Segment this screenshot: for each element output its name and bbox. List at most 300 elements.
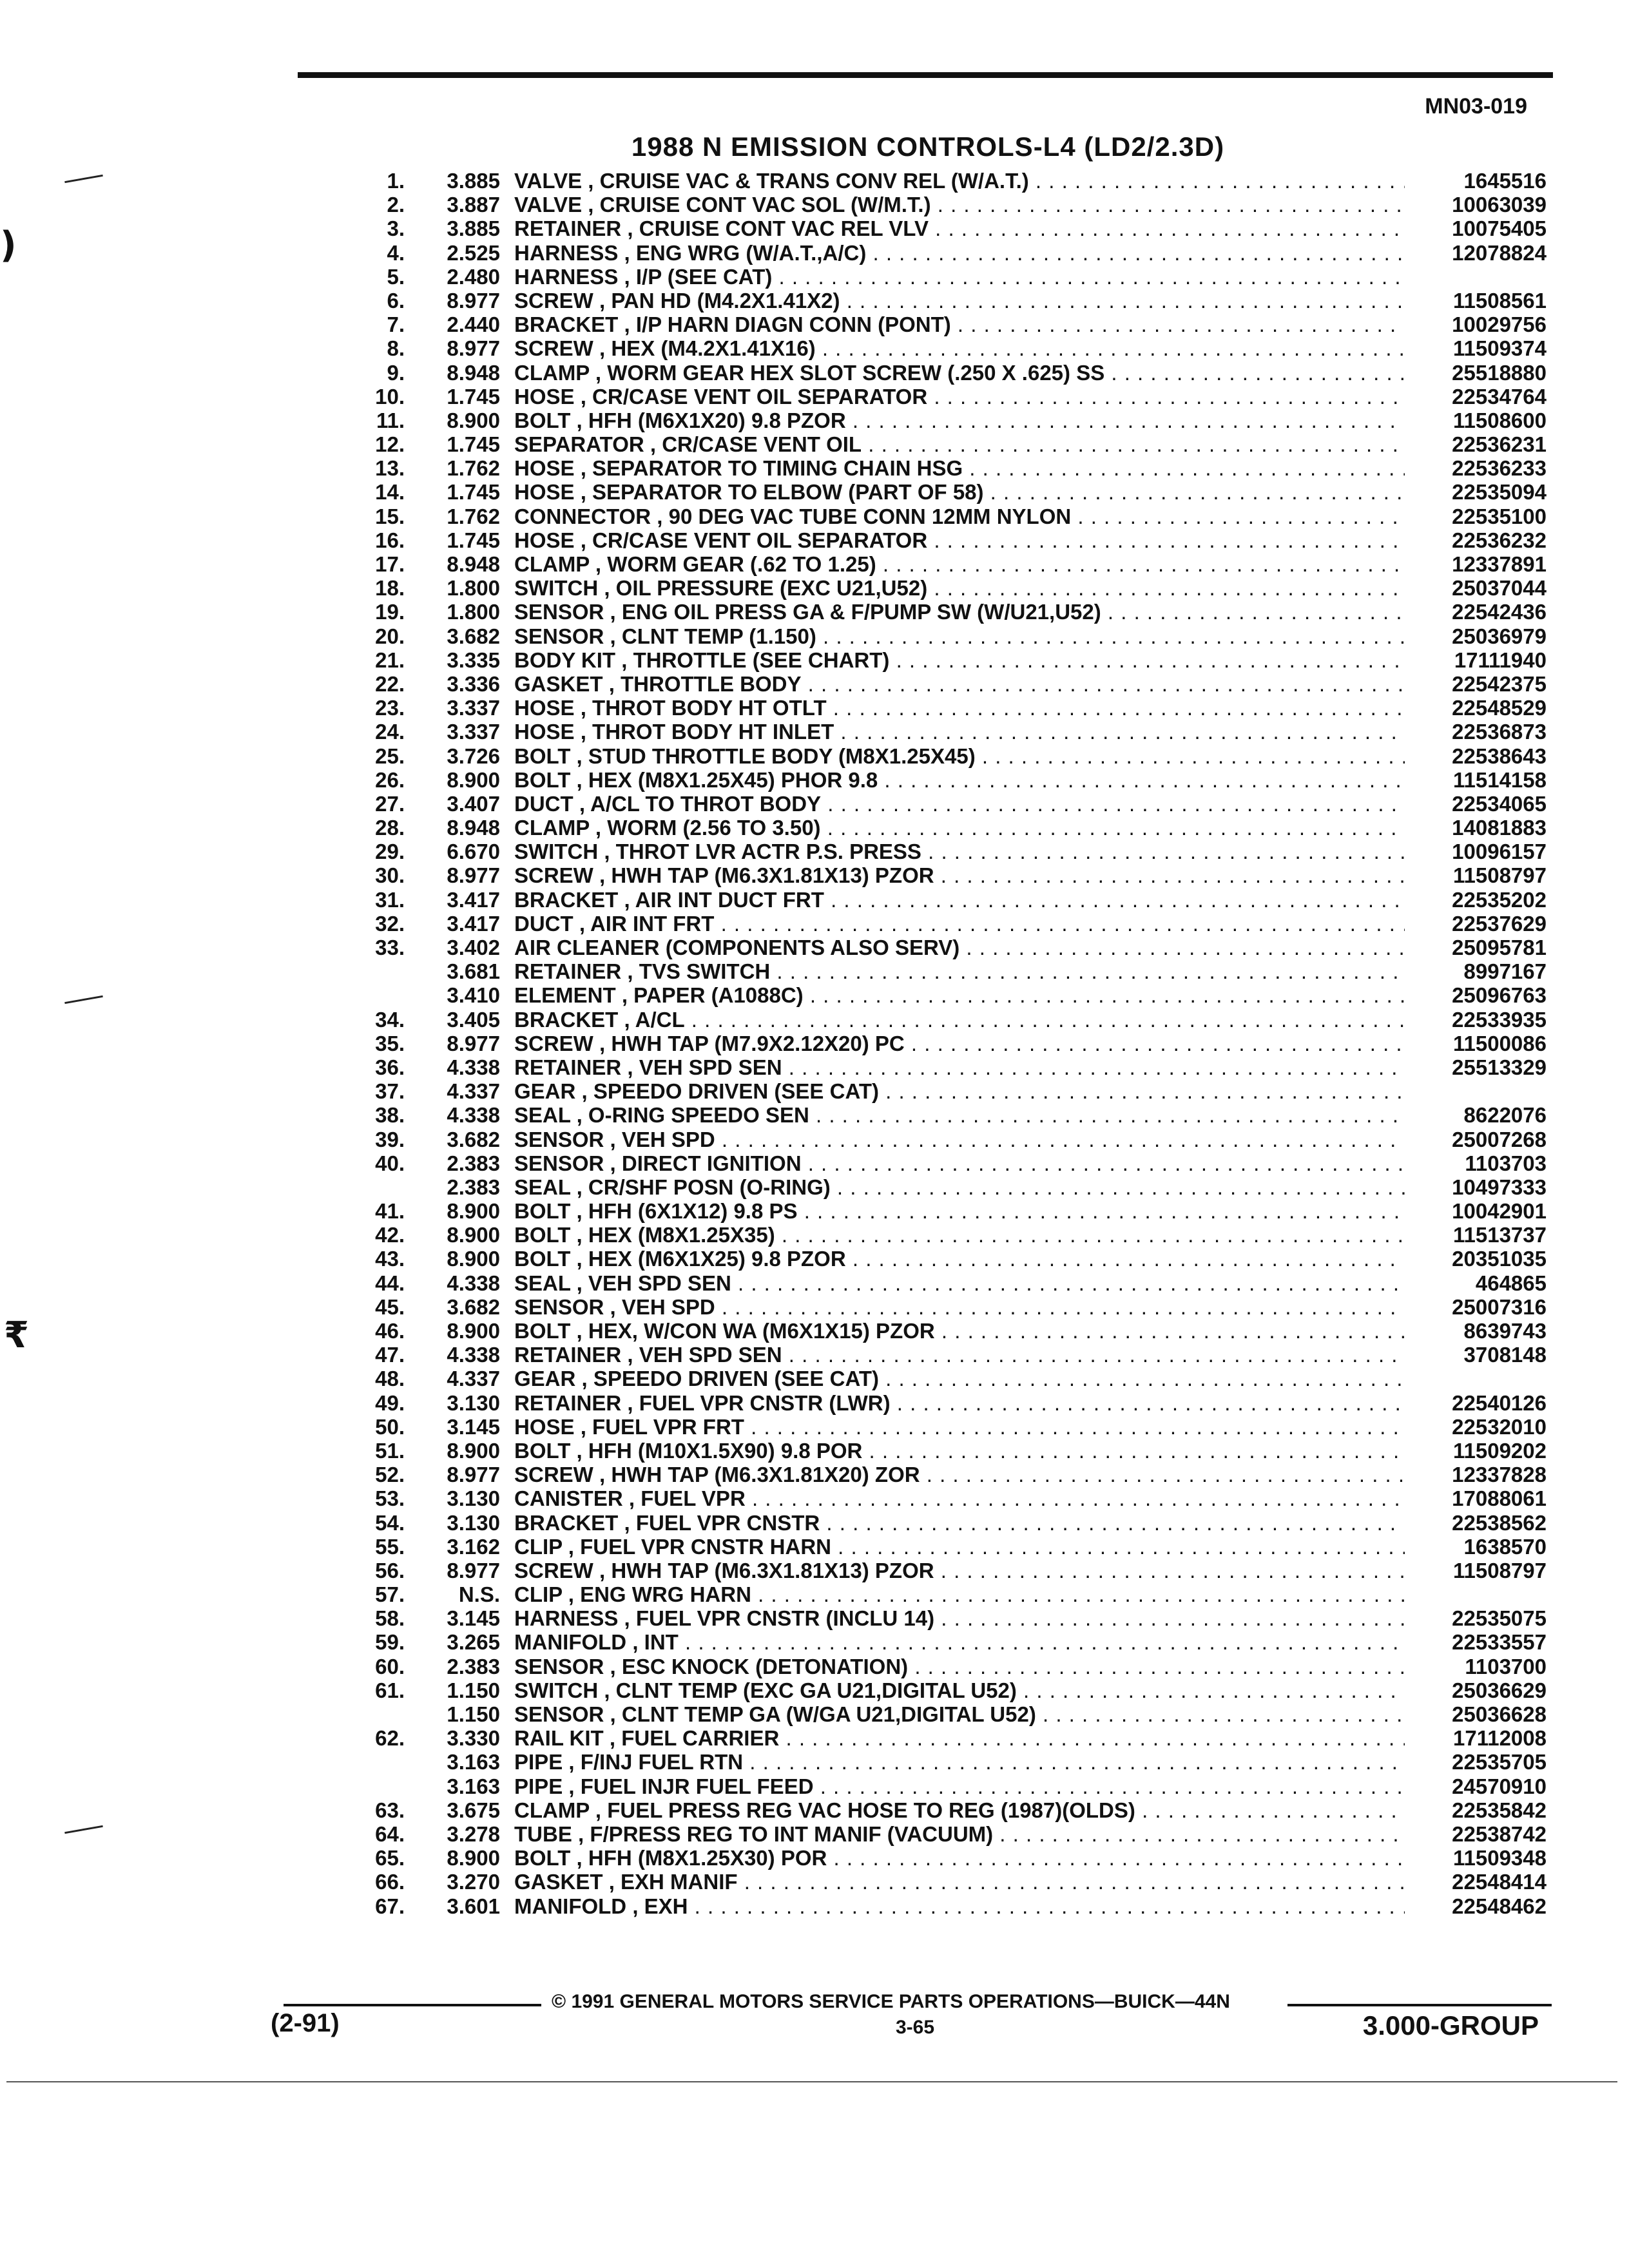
part-description [500, 480, 1405, 504]
item-number: 15. [375, 504, 405, 528]
group-number: 2.480 [447, 264, 500, 289]
part-number: 11514158 [1452, 767, 1547, 792]
item-number: 63. [375, 1798, 405, 1822]
item-number: 62. [375, 1726, 405, 1751]
part-description [500, 1271, 1405, 1295]
footer-rule-right [1287, 2004, 1552, 2006]
part-noun: BOLT [514, 1438, 571, 1463]
parts-row [348, 1415, 1547, 1439]
part-description [500, 1367, 1405, 1390]
part-description [500, 1032, 1405, 1055]
item-number: 50. [375, 1414, 405, 1439]
part-noun: HOSE [514, 528, 575, 552]
item-number: 6. [387, 288, 405, 312]
parts-row [348, 1463, 1547, 1486]
part-number: 22542436 [1452, 600, 1547, 624]
part-description [500, 1247, 1405, 1271]
parts-row [348, 1175, 1547, 1199]
item-number: 45. [375, 1294, 405, 1319]
part-detail: , VEH SPD [610, 1127, 715, 1151]
part-description [500, 959, 1405, 983]
part-number: 22532010 [1452, 1414, 1547, 1439]
part-detail: , ESC KNOCK (DETONATION) [610, 1654, 909, 1678]
part-noun: HOSE [514, 1414, 575, 1439]
part-description [500, 1391, 1405, 1415]
group-number: 3.336 [447, 671, 500, 696]
part-noun: PIPE [514, 1774, 563, 1798]
part-number: 22536873 [1452, 720, 1547, 744]
item-number: 30. [375, 863, 405, 888]
parts-row [348, 528, 1547, 552]
parts-row [348, 241, 1547, 265]
item-number: 33. [375, 936, 405, 959]
part-description [500, 1702, 1405, 1726]
item-number: 66. [375, 1870, 405, 1894]
top-rule [298, 72, 1553, 78]
part-detail: , FUEL INJR FUEL FEED [568, 1774, 814, 1798]
part-number: 11513737 [1452, 1223, 1547, 1247]
part-description [500, 1726, 1405, 1750]
part-detail: , ENG WRG HARN [568, 1582, 751, 1607]
parts-row [348, 385, 1547, 408]
item-number: 26. [375, 767, 405, 792]
group-number: 3.145 [447, 1414, 500, 1439]
item-number: 38. [375, 1103, 405, 1128]
part-description [500, 265, 1405, 289]
part-number: 22536232 [1452, 528, 1547, 552]
part-detail: , HFH (M6X1X20) 9.8 PZOR [576, 408, 846, 432]
parts-row [348, 408, 1547, 432]
part-number: 10029756 [1452, 312, 1547, 337]
group-number: 3.163 [447, 1774, 500, 1798]
part-detail: , HEX (M4.2X1.41X16) [599, 336, 816, 361]
part-number: 25036979 [1452, 624, 1547, 648]
item-number: 10. [375, 384, 405, 408]
part-noun: SWITCH [514, 1678, 599, 1702]
part-detail: , CR/CASE VENT OIL SEPARATOR [580, 528, 928, 552]
part-number: 11508600 [1452, 408, 1547, 432]
group-number: 1.800 [447, 576, 500, 601]
group-number: 2.383 [447, 1175, 500, 1199]
group-number: 3.162 [447, 1534, 500, 1559]
parts-row [348, 1822, 1547, 1846]
parts-row [348, 912, 1547, 936]
parts-row [348, 1151, 1547, 1175]
group-number: 8.900 [447, 767, 500, 792]
parts-row [348, 1870, 1547, 1894]
item-number: 48. [375, 1367, 405, 1391]
parts-row [348, 720, 1547, 744]
part-noun: GASKET [514, 1870, 603, 1894]
group-number: 1.762 [447, 504, 500, 528]
group-number: 3.337 [447, 696, 500, 720]
parts-row [348, 1511, 1547, 1535]
part-description [500, 1846, 1405, 1870]
copyright-line: © 1991 GENERAL MOTORS SERVICE PARTS OPERATIONS—BUICK—44N [552, 1991, 1230, 2012]
part-description [500, 1870, 1405, 1894]
part-noun: SEAL [514, 1175, 571, 1199]
group-number: 1.745 [447, 480, 500, 505]
part-noun: SENSOR [514, 1294, 604, 1319]
part-description [500, 408, 1405, 432]
part-detail: , FUEL VPR CNSTR [624, 1510, 820, 1535]
part-number: 17088061 [1452, 1486, 1547, 1511]
parts-row [348, 1774, 1547, 1798]
group-number: 3.278 [447, 1821, 500, 1846]
parts-row [348, 816, 1547, 840]
group-number: 3.675 [447, 1798, 500, 1822]
parts-row [348, 480, 1547, 504]
part-number: 22536231 [1452, 432, 1547, 457]
part-noun: SWITCH [514, 576, 599, 601]
part-detail: , FUEL PRESS REG VAC HOSE TO REG (1987)(OLDS) [595, 1798, 1135, 1822]
part-number: 25007316 [1452, 1294, 1547, 1319]
part-number: 22548414 [1452, 1870, 1547, 1894]
part-number: 10497333 [1452, 1175, 1547, 1199]
group-number: 8.900 [447, 1438, 500, 1463]
part-noun: BOLT [514, 1247, 571, 1271]
part-description [500, 1008, 1405, 1032]
parts-row [348, 1223, 1547, 1247]
item-number: 5. [387, 264, 405, 289]
part-noun: BRACKET [514, 312, 619, 337]
group-number: 3.885 [447, 216, 500, 241]
parts-row [348, 1486, 1547, 1510]
group-number: 3.145 [447, 1606, 500, 1631]
part-detail: , DIRECT IGNITION [610, 1151, 802, 1175]
item-number: 43. [375, 1247, 405, 1271]
part-noun: BOLT [514, 767, 571, 792]
part-detail: , SPEEDO DRIVEN (SEE CAT) [581, 1079, 879, 1104]
part-detail: , A/CL TO THROT BODY [579, 791, 822, 816]
part-description [500, 1223, 1405, 1247]
parts-row [348, 169, 1547, 193]
part-description [500, 840, 1405, 863]
part-number: 22538562 [1452, 1510, 1547, 1535]
parts-row [348, 1678, 1547, 1702]
item-number: 46. [375, 1319, 405, 1343]
group-number: 1.150 [447, 1678, 500, 1702]
parts-row [348, 312, 1547, 336]
part-detail: , CR/SHF POSN (O-RING) [576, 1175, 831, 1199]
part-number: 22533935 [1452, 1007, 1547, 1032]
item-number: 58. [375, 1606, 405, 1631]
parts-row [348, 840, 1547, 863]
part-detail: , CLNT TEMP (EXC GA U21,DIGITAL U52) [604, 1678, 1017, 1702]
part-detail: , CRUISE CONT VAC REL VLV [627, 216, 929, 241]
parts-row [348, 936, 1547, 959]
part-noun: SCREW [514, 1558, 593, 1582]
part-number: 22534065 [1452, 791, 1547, 816]
part-description [500, 336, 1405, 360]
parts-row [348, 1343, 1547, 1367]
parts-row [348, 1655, 1547, 1678]
group-number: 3.417 [447, 911, 500, 936]
group-number: 1.745 [447, 432, 500, 457]
part-noun: HARNESS [514, 240, 619, 265]
part-description [500, 768, 1405, 792]
part-description [500, 863, 1405, 887]
part-detail: , VEH SPD SEN [576, 1271, 731, 1295]
part-number: 464865 [1475, 1271, 1547, 1295]
group-code: 3.000-GROUP [1362, 2010, 1539, 2041]
part-noun: SEAL [514, 1103, 571, 1128]
part-description [500, 936, 1405, 959]
parts-row [348, 1535, 1547, 1559]
part-detail: , O-RING SPEEDO SEN [576, 1103, 809, 1128]
group-number: 1.762 [447, 456, 500, 481]
part-number: 10042901 [1452, 1199, 1547, 1224]
part-detail: , HFH (M8X1.25X30) POR [576, 1846, 827, 1870]
part-number: 11509348 [1452, 1846, 1547, 1870]
part-noun: RETAINER [514, 1055, 622, 1079]
item-number: 57. [375, 1582, 405, 1607]
part-detail: , TVS SWITCH [627, 959, 771, 984]
parts-row [348, 1079, 1547, 1103]
part-noun: SENSOR [514, 1702, 604, 1726]
item-number: 8. [387, 336, 405, 361]
part-detail: , THROTTLE BODY [608, 671, 802, 696]
item-number: 61. [375, 1678, 405, 1702]
group-number: 3.417 [447, 887, 500, 912]
part-noun: CANISTER [514, 1486, 623, 1511]
parts-row [348, 1032, 1547, 1055]
group-number: 8.900 [447, 1247, 500, 1271]
part-description [500, 1128, 1405, 1151]
page-number: 3-65 [896, 2017, 935, 2038]
part-noun: BOLT [514, 1319, 571, 1343]
item-number: 52. [375, 1463, 405, 1487]
part-noun: SCREW [514, 336, 593, 361]
part-description [500, 600, 1405, 624]
part-detail: , HFH (6X1X12) 9.8 PS [576, 1199, 798, 1224]
parts-row [348, 456, 1547, 480]
group-number: 4.338 [447, 1271, 500, 1295]
bottom-rule [6, 2081, 1617, 2082]
part-noun: GEAR [514, 1367, 576, 1391]
group-number: 3.337 [447, 720, 500, 744]
parts-row [348, 792, 1547, 816]
part-detail: , F/INJ FUEL RTN [568, 1750, 744, 1774]
parts-row [348, 1055, 1547, 1079]
item-number: 20. [375, 624, 405, 648]
parts-row [348, 289, 1547, 312]
group-number: 8.900 [447, 1199, 500, 1224]
part-noun: RETAINER [514, 1343, 622, 1367]
part-noun: AIR CLEANER [514, 936, 660, 959]
item-number: 51. [375, 1438, 405, 1463]
part-noun: HOSE [514, 696, 575, 720]
part-detail: , EXH [632, 1894, 688, 1918]
part-detail: , PAN HD (M4.2X1.41X2) [599, 288, 840, 312]
part-noun: RAIL KIT [514, 1726, 604, 1751]
part-description [500, 792, 1405, 816]
part-detail: , SEPARATOR TO TIMING CHAIN HSG [580, 456, 963, 481]
item-number: 11. [376, 408, 405, 432]
part-detail: (COMPONENTS ALSO SERV) [665, 936, 960, 959]
part-detail: , THROT LVR ACTR P.S. PRESS [604, 840, 921, 864]
part-description [500, 1894, 1405, 1918]
parts-row [348, 624, 1547, 648]
page-title: 1988 N EMISSION CONTROLS-L4 (LD2/2.3D) [631, 131, 1225, 162]
part-number: 11500086 [1452, 1031, 1547, 1055]
part-noun: TUBE [514, 1821, 572, 1846]
item-number: 4. [387, 240, 405, 265]
part-noun: BOLT [514, 1223, 571, 1247]
group-number: 8.977 [447, 1558, 500, 1582]
part-description [500, 1415, 1405, 1439]
part-description [500, 1199, 1405, 1223]
parts-row [348, 1750, 1547, 1774]
part-description [500, 241, 1405, 265]
group-number: 8.900 [447, 1223, 500, 1247]
parts-row [348, 1103, 1547, 1127]
item-number: 17. [375, 552, 405, 576]
part-noun: CLAMP [514, 552, 590, 576]
part-detail: , CLNT TEMP (1.150) [610, 624, 816, 648]
group-number: 3.726 [447, 744, 500, 768]
part-number: 22542375 [1452, 671, 1547, 696]
part-noun: SCREW [514, 1031, 593, 1055]
part-noun: SCREW [514, 288, 593, 312]
part-description [500, 1343, 1405, 1367]
group-number: 3.681 [447, 959, 500, 984]
parts-row [348, 1606, 1547, 1630]
group-number: 2.383 [447, 1654, 500, 1678]
part-description [500, 1822, 1405, 1846]
group-number: 4.338 [447, 1055, 500, 1079]
parts-row [348, 1726, 1547, 1750]
group-number: 4.337 [447, 1079, 500, 1104]
item-number: 53. [375, 1486, 405, 1511]
item-number: 39. [375, 1127, 405, 1151]
item-number: 54. [375, 1510, 405, 1535]
part-detail: , AIR INT DUCT FRT [624, 887, 824, 912]
parts-row [348, 648, 1547, 672]
part-detail: , PAPER (A1088C) [621, 983, 804, 1008]
part-description [500, 1055, 1405, 1079]
part-noun: SENSOR [514, 600, 604, 624]
parts-row [348, 1439, 1547, 1463]
part-detail: , FUEL VPR [628, 1486, 746, 1511]
item-number: 37. [375, 1079, 405, 1104]
group-number: 3.682 [447, 1127, 500, 1151]
part-description [500, 624, 1405, 648]
parts-row [348, 216, 1547, 240]
part-detail: , VEH SPD SEN [627, 1055, 782, 1079]
parts-row [348, 1008, 1547, 1032]
parts-row [348, 1798, 1547, 1822]
part-noun: VALVE [514, 193, 583, 217]
part-noun: GEAR [514, 1079, 576, 1104]
part-noun: BODY KIT [514, 648, 616, 672]
part-detail: , INT [632, 1630, 679, 1655]
part-detail: , VEH SPD SEN [627, 1343, 782, 1367]
item-number: 18. [375, 576, 405, 601]
part-detail: , HEX (M8X1.25X35) [576, 1223, 775, 1247]
part-description [500, 1079, 1405, 1103]
part-description [500, 1486, 1405, 1510]
part-number: 25037044 [1452, 576, 1547, 601]
part-noun: CONNECTOR [514, 504, 651, 528]
part-detail: , THROT BODY HT INLET [580, 720, 834, 744]
part-detail: , FUEL VPR FRT [580, 1414, 744, 1439]
part-description [500, 1319, 1405, 1343]
group-number: 3.885 [447, 169, 500, 193]
part-description [500, 912, 1405, 936]
item-number: 22. [375, 671, 405, 696]
part-noun: CLAMP [514, 816, 590, 840]
part-description [500, 552, 1405, 576]
part-noun: RETAINER [514, 959, 622, 984]
item-number: 34. [375, 1007, 405, 1032]
parts-row [348, 1391, 1547, 1415]
item-number: 32. [375, 911, 405, 936]
part-description [500, 1630, 1405, 1654]
item-number: 40. [375, 1151, 405, 1175]
margin-mark [64, 175, 103, 183]
item-number: 3. [387, 216, 405, 241]
part-description [500, 456, 1405, 480]
document-code: MN03-019 [1425, 94, 1527, 119]
group-number: 1.800 [447, 600, 500, 624]
part-noun: RETAINER [514, 216, 622, 241]
part-number: 11509202 [1452, 1438, 1547, 1463]
part-number: 25095781 [1452, 936, 1547, 959]
parts-row [348, 1319, 1547, 1343]
part-description [500, 1103, 1405, 1127]
part-noun: SEPARATOR [514, 432, 644, 457]
part-detail: , AIR INT FRT [579, 911, 715, 936]
parts-row [348, 888, 1547, 912]
part-noun: BRACKET [514, 887, 619, 912]
part-detail: , HEX (M8X1.25X45) PHOR 9.8 [576, 767, 878, 792]
part-description [500, 1606, 1405, 1630]
group-number: 3.682 [447, 1294, 500, 1319]
item-number: 21. [375, 648, 405, 672]
part-description [500, 1774, 1405, 1798]
parts-row [348, 1247, 1547, 1271]
part-number: 22535705 [1452, 1750, 1547, 1774]
part-number: 22537629 [1452, 911, 1547, 936]
part-number: 22535075 [1452, 1606, 1547, 1631]
part-number: 11508561 [1452, 288, 1547, 312]
part-number: 22538742 [1452, 1821, 1547, 1846]
item-number: 29. [375, 840, 405, 864]
part-noun: HOSE [514, 720, 575, 744]
part-detail: , HEX, W/CON WA (M6X1X15) PZOR [576, 1319, 935, 1343]
parts-row [348, 552, 1547, 576]
part-description [500, 169, 1405, 193]
group-number: 8.977 [447, 336, 500, 361]
group-number: 1.150 [447, 1702, 500, 1726]
group-number: 3.682 [447, 624, 500, 648]
parts-row [348, 1271, 1547, 1295]
group-number: 2.440 [447, 312, 500, 337]
part-noun: HARNESS [514, 1606, 619, 1631]
part-description [500, 1535, 1405, 1559]
item-number: 28. [375, 816, 405, 840]
item-number: 2. [387, 193, 405, 217]
part-noun: BRACKET [514, 1007, 619, 1032]
item-number: 35. [375, 1031, 405, 1055]
parts-row [348, 1128, 1547, 1151]
part-detail: , THROT BODY HT OTLT [580, 696, 827, 720]
part-detail: , HWH TAP (M6.3X1.81X13) PZOR [599, 1558, 934, 1582]
group-number: 2.383 [447, 1151, 500, 1175]
part-number: 25036628 [1452, 1702, 1547, 1726]
part-number: 11508797 [1452, 1558, 1547, 1582]
